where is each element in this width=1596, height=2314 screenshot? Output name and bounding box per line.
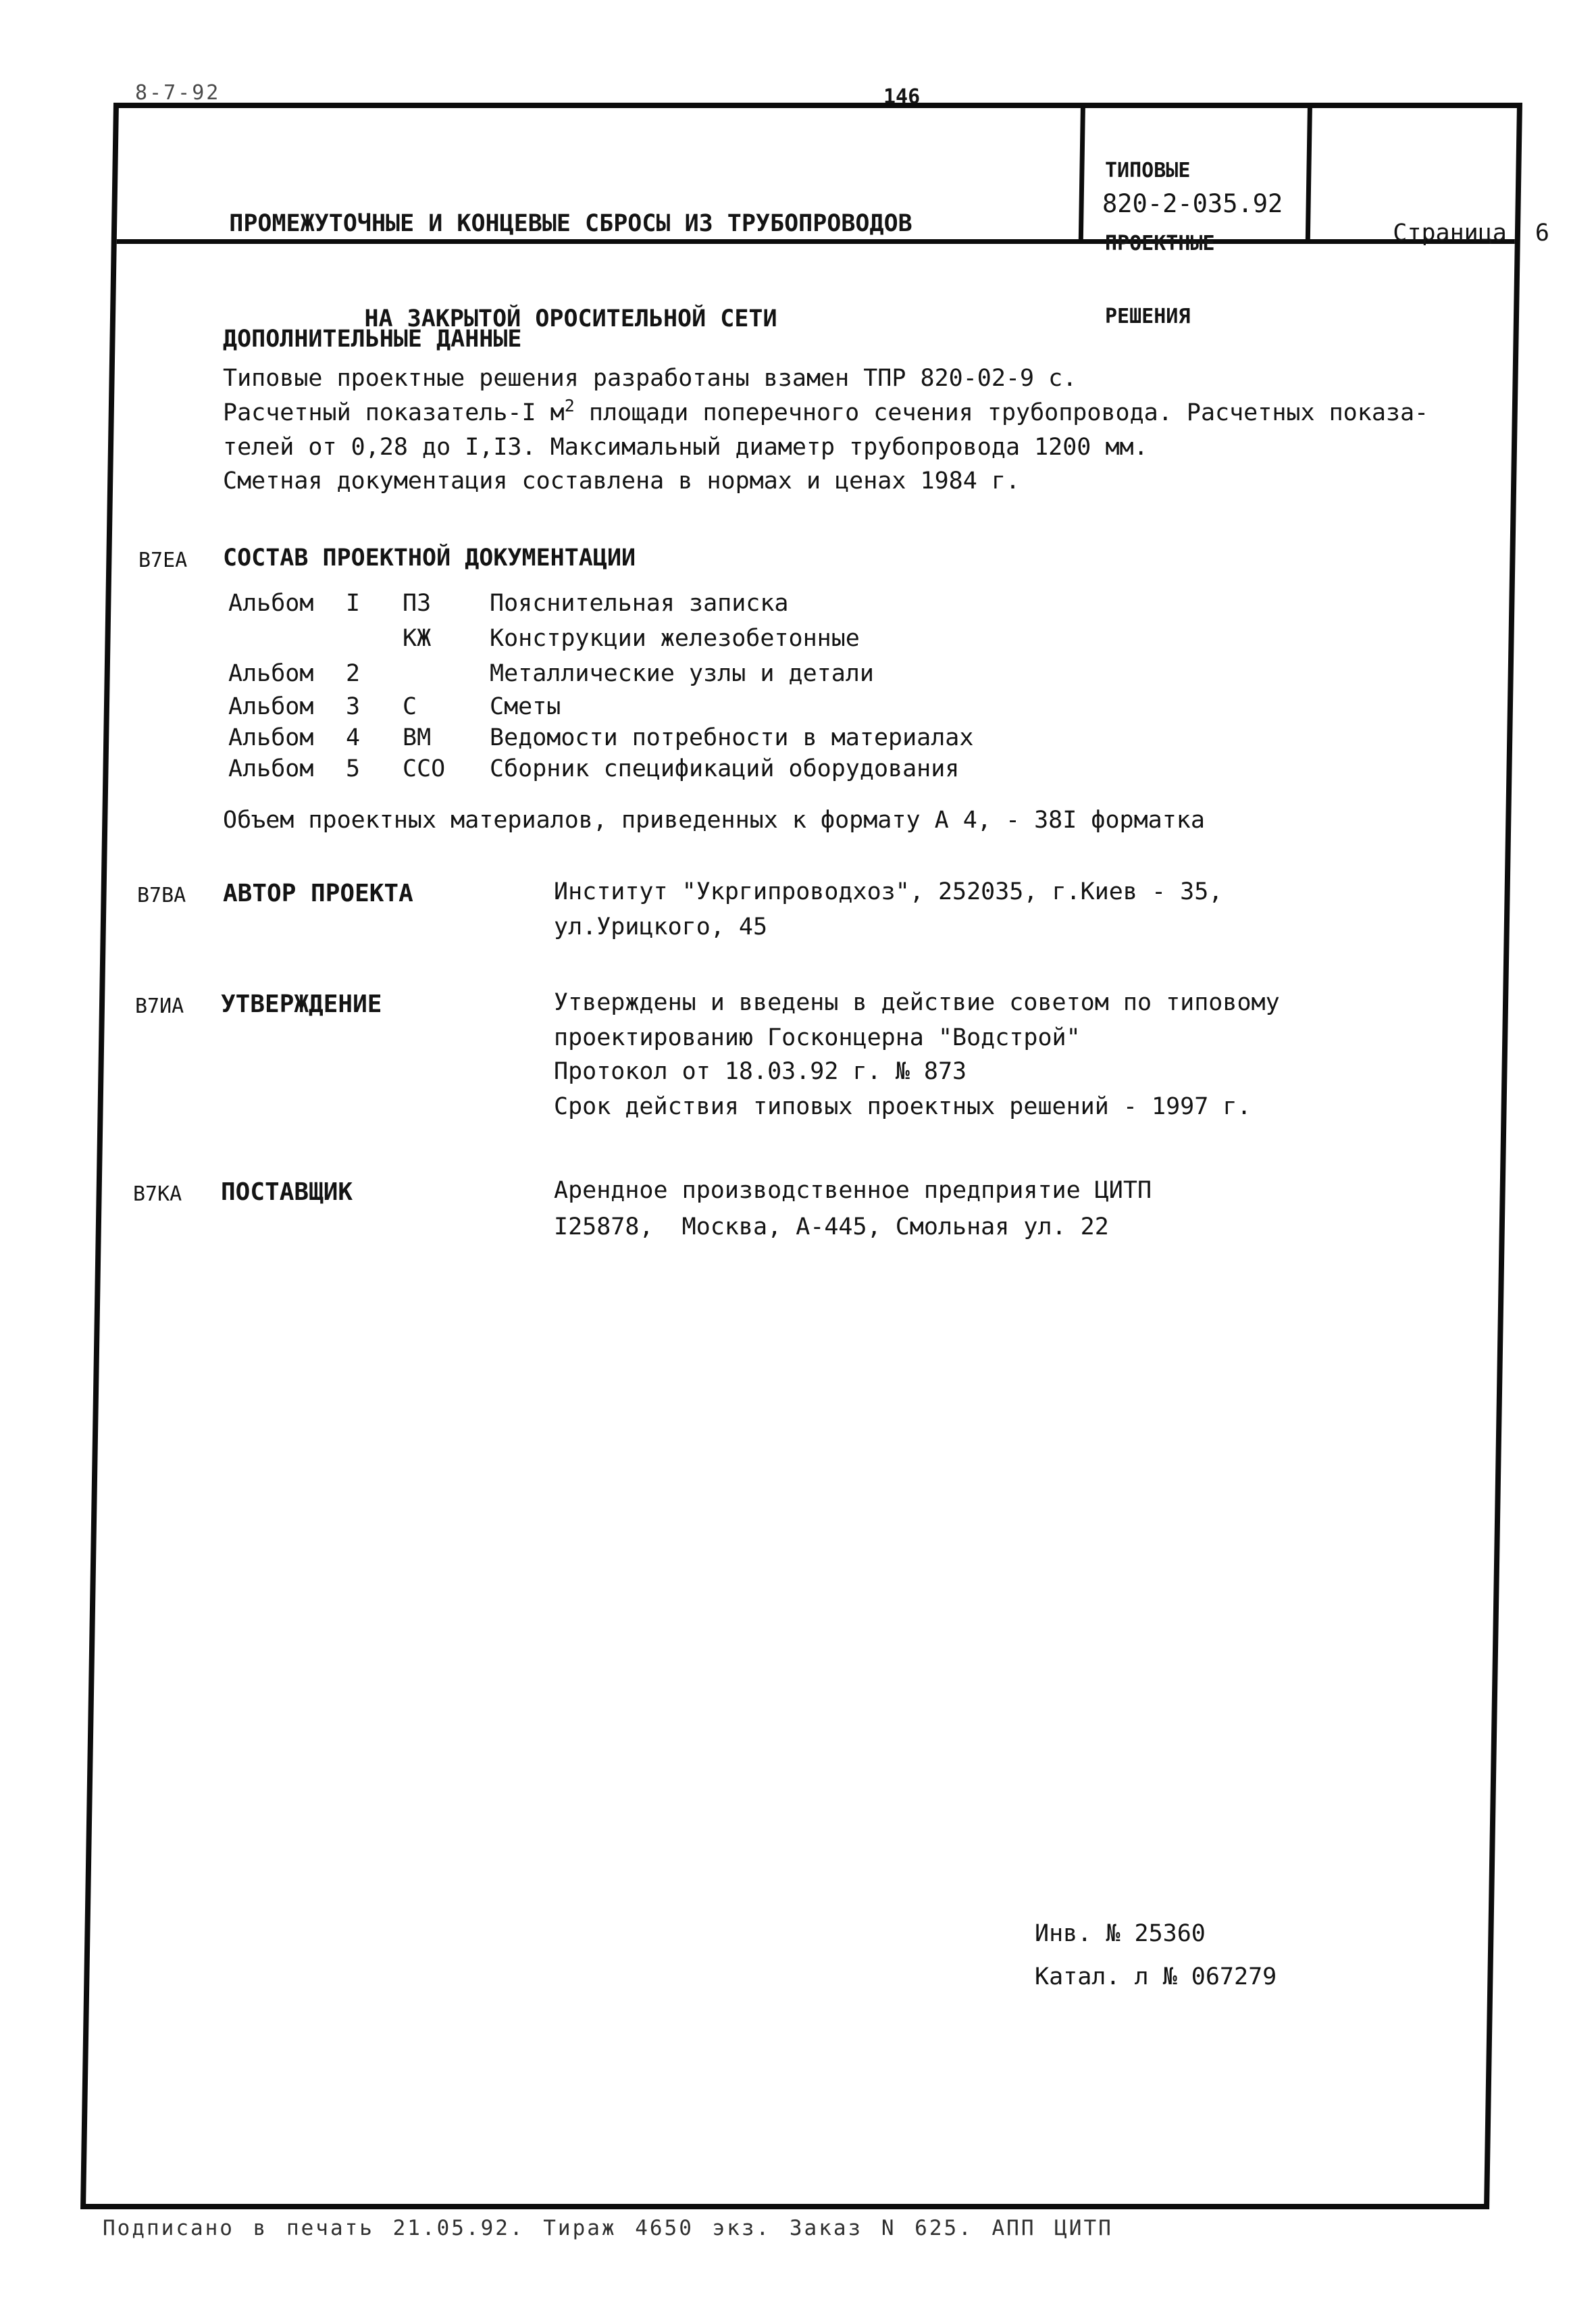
approval-line1: Утверждены и введены в действие советом по типовому bbox=[554, 989, 1280, 1016]
page-indicator-value: 6 bbox=[1535, 220, 1549, 247]
additional-data-line4: Сметная документация составлена в нормах и ценах 1984 г. bbox=[223, 468, 1021, 495]
series-label bbox=[1105, 110, 1215, 378]
approval-line3: Протокол от 18.03.92 г. № 873 bbox=[554, 1058, 967, 1085]
supplier-line2: I25878, Москва, А-445, Смольная ул. 22 bbox=[554, 1213, 1109, 1240]
square-meter-superscript: 2 bbox=[564, 396, 575, 416]
album-description: Ведомости потребности в материалах bbox=[490, 724, 974, 751]
series-label-line1: ТИПОВЫЕ bbox=[1105, 159, 1191, 182]
author-line2: ул.Урицкого, 45 bbox=[554, 913, 768, 940]
series-number: 820-2-035.92 bbox=[1102, 189, 1283, 218]
album-mark: С bbox=[403, 693, 417, 720]
album-description: Сборник спецификаций оборудования bbox=[490, 755, 960, 782]
album-word: Альбом bbox=[228, 755, 314, 782]
document-title-line1: ПРОМЕЖУТОЧНЫЕ И КОНЦЕВЫЕ СБРОСЫ ИЗ ТРУБОПРОВОДОВ bbox=[229, 210, 912, 237]
additional-data-heading: ДОПОЛНИТЕЛЬНЫЕ ДАННЫЕ bbox=[223, 326, 522, 353]
header-divider-left bbox=[1079, 108, 1085, 244]
author-code: В7ВА bbox=[137, 884, 186, 907]
supplier-line1: Арендное производственное предприятие ЦИТП bbox=[554, 1177, 1152, 1204]
album-mark: ПЗ bbox=[403, 590, 432, 617]
series-label-line2: ПРОЕКТНЫЕ bbox=[1105, 232, 1215, 255]
date-stamp: 8-7-92 bbox=[135, 81, 221, 105]
approval-line2: проектированию Госконцерна "Водстрой" bbox=[554, 1024, 1081, 1051]
catalog-number: Катал. л № 067279 bbox=[1035, 1963, 1277, 1990]
album-description: Металлические узлы и детали bbox=[490, 660, 874, 687]
album-number: 3 bbox=[346, 693, 361, 720]
author-line1: Институт "Укргипроводхоз", 252035, г.Киев - 35, bbox=[554, 878, 1223, 905]
series-label-line3: РЕШЕНИЯ bbox=[1105, 305, 1191, 328]
additional-data-line2-post: площади поперечного сечения трубопровода. Расчетных показа- bbox=[574, 399, 1429, 426]
approval-label: УТВЕРЖДЕНИЕ bbox=[221, 990, 382, 1018]
album-mark: ССО bbox=[403, 755, 446, 782]
album-number: 4 bbox=[346, 724, 361, 751]
album-number: I bbox=[346, 590, 361, 617]
volume-note: Объем проектных материалов, приведенных к формату А 4, - 38I форматка bbox=[223, 807, 1205, 834]
album-word: Альбом bbox=[228, 590, 314, 617]
page-indicator bbox=[1336, 192, 1549, 276]
composition-code: В7ЕА bbox=[138, 549, 188, 572]
print-imprint: Подписано в печать 21.05.92. Тираж 4650 экз. Заказ N 625. АПП ЦИТП bbox=[103, 2216, 1113, 2240]
additional-data-line2 bbox=[223, 396, 1429, 427]
album-mark: КЖ bbox=[403, 625, 432, 652]
header-divider-right bbox=[1306, 108, 1312, 244]
supplier-label: ПОСТАВЩИК bbox=[221, 1178, 353, 1206]
inventory-number: Инв. № 25360 bbox=[1035, 1920, 1206, 1947]
album-word: Альбом bbox=[228, 693, 314, 720]
album-description: Пояснительная записка bbox=[490, 590, 789, 617]
page-indicator-label: Страница bbox=[1393, 220, 1507, 247]
album-word: Альбом bbox=[228, 724, 314, 751]
composition-heading: СОСТАВ ПРОЕКТНОЙ ДОКУМЕНТАЦИИ bbox=[223, 545, 636, 572]
author-label: АВТОР ПРОЕКТА bbox=[223, 880, 413, 907]
document-title bbox=[95, 145, 1047, 399]
approval-line4: Срок действия типовых проектных решений - 1997 г. bbox=[554, 1093, 1252, 1120]
album-number: 2 bbox=[346, 660, 361, 687]
album-word: Альбом bbox=[228, 660, 314, 687]
album-description: Сметы bbox=[490, 693, 561, 720]
album-mark: ВМ bbox=[403, 724, 432, 751]
additional-data-line3: телей от 0,28 до I,I3. Максимальный диаметр трубопровода 1200 мм. bbox=[223, 434, 1148, 461]
approval-code: В7ИА bbox=[135, 995, 184, 1018]
album-description: Конструкции железобетонные bbox=[490, 625, 860, 652]
document-title-line2: НА ЗАКРЫТОЙ ОРОСИТЕЛЬНОЙ СЕТИ bbox=[364, 305, 777, 332]
additional-data-line1: Типовые проектные решения разработаны взамен ТПР 820-02-9 с. bbox=[223, 365, 1077, 392]
sheet-number: 146 bbox=[883, 85, 921, 109]
supplier-code: В7КА bbox=[133, 1182, 182, 1206]
album-number: 5 bbox=[346, 755, 361, 782]
additional-data-line2-pre: Расчетный показатель-I м bbox=[223, 399, 565, 426]
